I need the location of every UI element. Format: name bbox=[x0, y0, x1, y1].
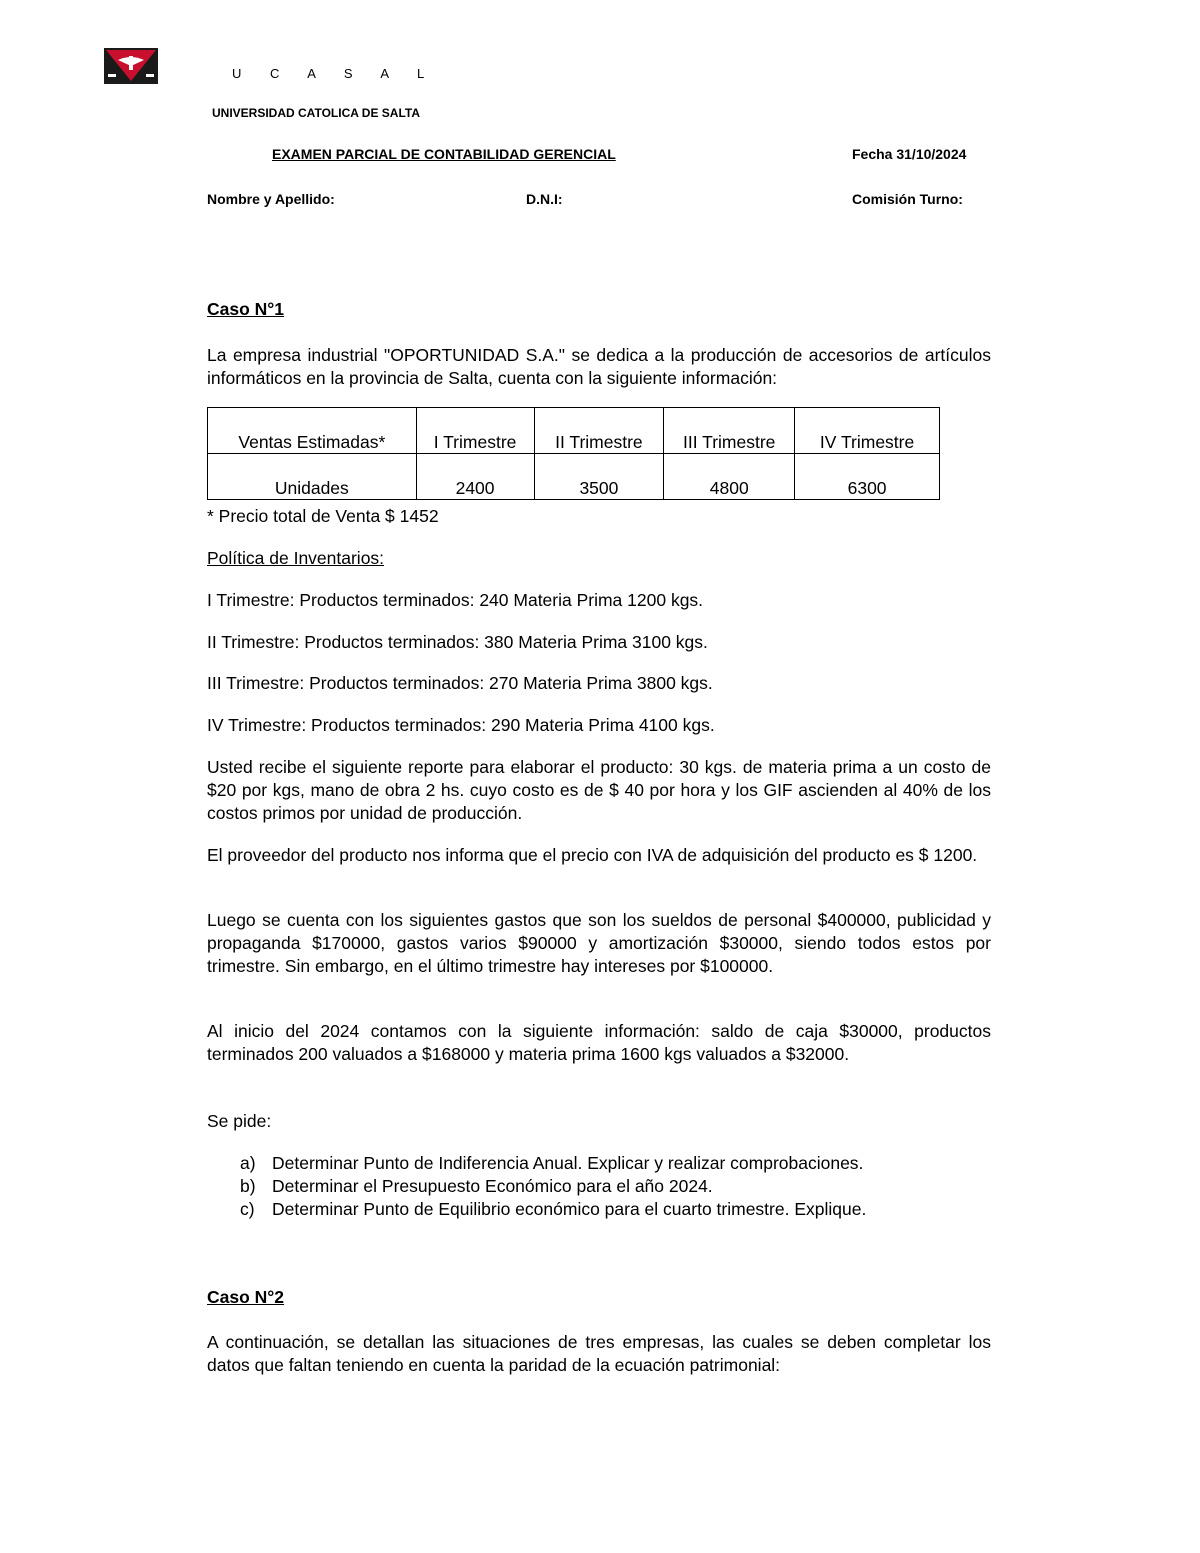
inventory-policy-title: Política de Inventarios: bbox=[207, 548, 385, 568]
list-item bbox=[240, 1152, 866, 1175]
table-header-row bbox=[208, 408, 940, 454]
inventory-line: IV Trimestre: Productos terminados: 290 Materia Prima 4100 kgs. bbox=[207, 715, 715, 735]
case2-intro: A continuación, se detallan las situaciones de tres empresas, las cuales se deben completar los datos que faltan teniendo en cuenta la paridad de la ecuación patrimonial: bbox=[207, 1332, 991, 1375]
task-text: Determinar Punto de Equilibrio económico para el cuarto trimestre. Explique. bbox=[272, 1199, 867, 1219]
table-header-cell: Ventas Estimadas* bbox=[208, 408, 417, 454]
table-cell: 2400 bbox=[416, 454, 534, 500]
task-text: Determinar el Presupuesto Económico para el año 2024. bbox=[272, 1176, 713, 1196]
start-balance-paragraph: Al inicio del 2024 contamos con la siguiente información: saldo de caja $30000, productos terminados 200 valuados a $168000 y materia prima 1600 kgs valuados a $32000. bbox=[207, 1021, 991, 1064]
expenses-paragraph: Luego se cuenta con los siguientes gastos que son los sueldos de personal $400000, publicidad y propaganda $170000, gastos varios $90000 y amortización $30000, siendo todos estos por trimestre. Sin embargo, en el último trimestre hay intereses por $100000. bbox=[207, 910, 991, 976]
inventory-line: III Trimestre: Productos terminados: 270 Materia Prima 3800 kgs. bbox=[207, 673, 713, 693]
university-logo bbox=[104, 48, 158, 84]
case1-intro: La empresa industrial "OPORTUNIDAD S.A." se dedica a la producción de accesorios de artículos informáticos en la provincia de Salta, cuenta con la siguiente información: bbox=[207, 345, 991, 388]
price-note: * Precio total de Venta $ 1452 bbox=[207, 506, 439, 526]
list-item bbox=[240, 1175, 866, 1198]
ask-label: Se pide: bbox=[207, 1111, 272, 1131]
exam-date: Fecha 31/10/2024 bbox=[852, 146, 967, 162]
inventory-line: I Trimestre: Productos terminados: 240 Materia Prima 1200 kgs. bbox=[207, 590, 704, 610]
name-label: Nombre y Apellido: bbox=[207, 191, 335, 207]
table-header-cell: III Trimestre bbox=[664, 408, 795, 454]
list-marker: a) bbox=[240, 1153, 256, 1173]
table-header-cell: II Trimestre bbox=[534, 408, 664, 454]
task-text: Determinar Punto de Indiferencia Anual. Explicar y realizar comprobaciones. bbox=[272, 1153, 864, 1173]
list-marker: b) bbox=[240, 1176, 256, 1196]
table-row bbox=[208, 454, 940, 500]
report-paragraph: Usted recibe el siguiente reporte para elaborar el producto: 30 kgs. de materia prima a un costo de $20 por kgs, mano de obra 2 hs. cuyo costo es de $ 40 por hora y los GIF ascienden al 40% de los costos primos por unidad de producción. bbox=[207, 757, 991, 823]
commission-label: Comisión Turno: bbox=[852, 191, 963, 207]
inventory-line: II Trimestre: Productos terminados: 380 Materia Prima 3100 kgs. bbox=[207, 632, 708, 652]
table-cell: 4800 bbox=[664, 454, 795, 500]
brand-name: U C A S A L bbox=[232, 66, 437, 81]
university-name: UNIVERSIDAD CATOLICA DE SALTA bbox=[212, 106, 421, 120]
table-cell: 3500 bbox=[534, 454, 664, 500]
sales-table bbox=[207, 407, 940, 500]
table-cell: Unidades bbox=[208, 454, 417, 500]
dni-label: D.N.I: bbox=[526, 191, 563, 207]
list-marker: c) bbox=[240, 1199, 255, 1219]
supplier-paragraph: El proveedor del producto nos informa que el precio con IVA de adquisición del producto es $ 1200. bbox=[207, 845, 978, 865]
table-cell: 6300 bbox=[795, 454, 940, 500]
task-list bbox=[240, 1152, 866, 1221]
table-header-cell: IV Trimestre bbox=[795, 408, 940, 454]
case2-title: Caso N°2 bbox=[207, 1287, 285, 1307]
table-header-cell: I Trimestre bbox=[416, 408, 534, 454]
ucasal-shield-logo-icon bbox=[104, 48, 158, 84]
case1-title: Caso N°1 bbox=[207, 299, 285, 319]
list-item bbox=[240, 1198, 866, 1221]
exam-title: EXAMEN PARCIAL DE CONTABILIDAD GERENCIAL bbox=[272, 146, 616, 162]
